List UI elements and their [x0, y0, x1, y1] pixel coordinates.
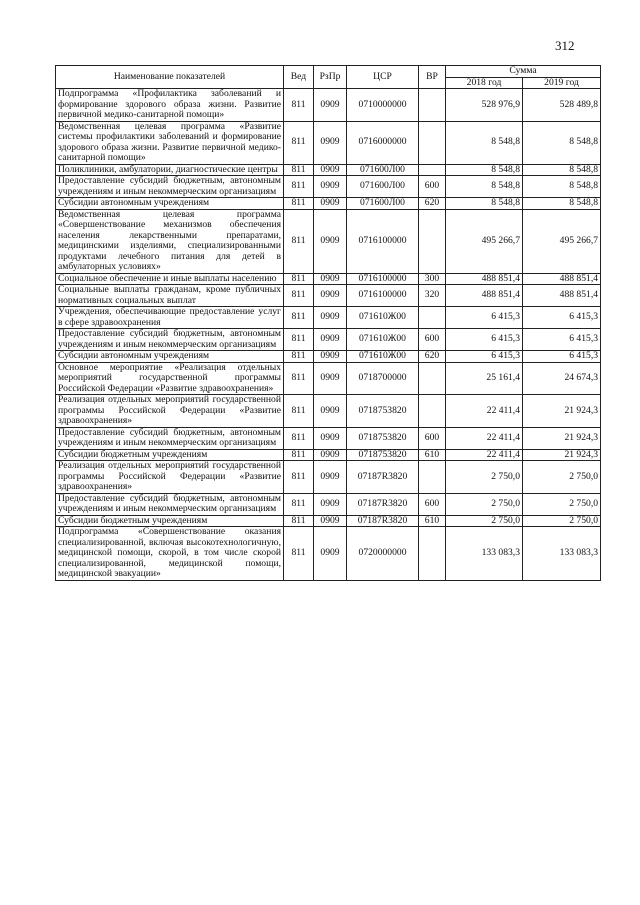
row-ved: 811 — [284, 164, 314, 176]
row-csr: 071610Ж00 — [347, 351, 419, 363]
table-row — [56, 427, 601, 449]
row-csr: 071600Л00 — [347, 164, 419, 176]
row-rzpr: 0909 — [314, 176, 347, 198]
row-rzpr: 0909 — [314, 395, 347, 428]
row-ved: 811 — [284, 273, 314, 285]
row-vr — [419, 395, 446, 428]
row-amount-2018: 22 411,4 — [446, 449, 523, 461]
table-row — [56, 461, 601, 494]
row-name: Основное мероприятие «Реализация отдельных мероприятий государственной программы Российской Федерации «Развитие здравоохранения» — [56, 362, 284, 395]
row-amount-2019: 6 415,3 — [523, 307, 601, 329]
row-name: Предоставление субсидий бюджетным, автономным учреждениям и иным некоммерческим организациям — [56, 176, 284, 198]
row-csr: 0716100000 — [347, 273, 419, 285]
row-csr: 0718753820 — [347, 449, 419, 461]
row-amount-2019: 2 750,0 — [523, 515, 601, 527]
row-vr — [419, 121, 446, 164]
row-name: Ведомственная целевая программа «Совершенствование механизмов обеспечения населения лекарственными препаратами, медицинскими изделиями, специализированными продуктами лечебного питания для детей в амбулаторных условиях» — [56, 209, 284, 273]
table-row — [56, 121, 601, 164]
row-rzpr: 0909 — [314, 515, 347, 527]
row-amount-2018: 25 161,4 — [446, 362, 523, 395]
row-rzpr: 0909 — [314, 493, 347, 515]
row-csr: 07187R3820 — [347, 461, 419, 494]
header-row — [56, 66, 601, 78]
row-csr: 071600Л00 — [347, 198, 419, 210]
row-amount-2019: 2 750,0 — [523, 493, 601, 515]
row-name: Ведомственная целевая программа «Развитие системы профилактики заболеваний и формирование здорового образа жизни. Развитие первичной медико-санитарной помощи» — [56, 121, 284, 164]
table-row — [56, 395, 601, 428]
row-name: Субсидии автономным учреждениям — [56, 198, 284, 210]
row-vr — [419, 164, 446, 176]
row-rzpr: 0909 — [314, 329, 347, 351]
row-ved: 811 — [284, 449, 314, 461]
row-vr: 600 — [419, 493, 446, 515]
row-name: Реализация отдельных мероприятий государственной программы Российской Федерации «Развитие здравоохранения» — [56, 395, 284, 428]
row-vr — [419, 209, 446, 273]
row-amount-2018: 6 415,3 — [446, 307, 523, 329]
header-year-2018: 2018 год — [446, 77, 523, 89]
header-rzpr: РзПр — [314, 66, 347, 89]
row-vr — [419, 527, 446, 581]
row-amount-2019: 495 266,7 — [523, 209, 601, 273]
row-csr: 0718753820 — [347, 395, 419, 428]
row-amount-2019: 488 851,4 — [523, 273, 601, 285]
row-name: Подпрограмма «Профилактика заболеваний и формирование здорового образа жизни. Развитие первичной медико-санитарной помощи» — [56, 89, 284, 122]
row-amount-2018: 2 750,0 — [446, 461, 523, 494]
row-amount-2019: 8 548,8 — [523, 164, 601, 176]
table-row — [56, 209, 601, 273]
row-amount-2019: 133 083,3 — [523, 527, 601, 581]
row-ved: 811 — [284, 527, 314, 581]
row-csr: 0710000000 — [347, 89, 419, 122]
row-amount-2019: 8 548,8 — [523, 121, 601, 164]
row-amount-2018: 2 750,0 — [446, 493, 523, 515]
header-year-2019: 2019 год — [523, 77, 601, 89]
page-number: 312 — [555, 38, 575, 53]
row-csr: 071610Ж00 — [347, 329, 419, 351]
row-name: Субсидии автономным учреждениям — [56, 351, 284, 363]
table-row — [56, 527, 601, 581]
table-row — [56, 351, 601, 363]
row-csr: 0720000000 — [347, 527, 419, 581]
row-ved: 811 — [284, 362, 314, 395]
row-vr: 620 — [419, 351, 446, 363]
row-rzpr: 0909 — [314, 209, 347, 273]
row-vr: 620 — [419, 198, 446, 210]
row-amount-2018: 528 976,9 — [446, 89, 523, 122]
row-ved: 811 — [284, 515, 314, 527]
row-vr: 320 — [419, 285, 446, 307]
row-vr — [419, 89, 446, 122]
row-ved: 811 — [284, 329, 314, 351]
table-row — [56, 449, 601, 461]
row-amount-2018: 6 415,3 — [446, 329, 523, 351]
header-sum: Сумма — [446, 66, 601, 78]
row-amount-2018: 8 548,8 — [446, 176, 523, 198]
row-vr — [419, 307, 446, 329]
header-vr: ВР — [419, 66, 446, 89]
row-amount-2019: 24 674,3 — [523, 362, 601, 395]
row-ved: 811 — [284, 198, 314, 210]
row-csr: 071600Л00 — [347, 176, 419, 198]
row-ved: 811 — [284, 285, 314, 307]
row-name: Подпрограмма «Совершенствование оказания специализированной, включая высокотехнологичную, медицинской помощи, скорой, в том числе скорой специализированной, медицинской помощи, медицинской эвакуации» — [56, 527, 284, 581]
row-name: Социальные выплаты гражданам, кроме публичных нормативных социальных выплат — [56, 285, 284, 307]
row-ved: 811 — [284, 395, 314, 428]
budget-table — [55, 65, 601, 581]
row-ved: 811 — [284, 121, 314, 164]
row-csr: 0716100000 — [347, 285, 419, 307]
row-amount-2018: 133 083,3 — [446, 527, 523, 581]
row-rzpr: 0909 — [314, 89, 347, 122]
row-amount-2018: 495 266,7 — [446, 209, 523, 273]
row-amount-2018: 6 415,3 — [446, 351, 523, 363]
row-amount-2018: 8 548,8 — [446, 164, 523, 176]
row-amount-2019: 21 924,3 — [523, 449, 601, 461]
row-ved: 811 — [284, 176, 314, 198]
row-name: Поликлиники, амбулатории, диагностические центры — [56, 164, 284, 176]
row-rzpr: 0909 — [314, 527, 347, 581]
table-row — [56, 198, 601, 210]
row-amount-2019: 21 924,3 — [523, 395, 601, 428]
row-rzpr: 0909 — [314, 285, 347, 307]
table-row — [56, 164, 601, 176]
row-csr: 071610Ж00 — [347, 307, 419, 329]
row-amount-2018: 2 750,0 — [446, 515, 523, 527]
row-amount-2018: 8 548,8 — [446, 198, 523, 210]
row-rzpr: 0909 — [314, 164, 347, 176]
table-row — [56, 515, 601, 527]
row-rzpr: 0909 — [314, 362, 347, 395]
row-csr: 0716000000 — [347, 121, 419, 164]
row-ved: 811 — [284, 427, 314, 449]
table-row — [56, 285, 601, 307]
row-amount-2019: 8 548,8 — [523, 198, 601, 210]
table-row — [56, 89, 601, 122]
header-name: Наименование показателей — [56, 66, 284, 89]
row-rzpr: 0909 — [314, 449, 347, 461]
row-name: Субсидии бюджетным учреждениям — [56, 449, 284, 461]
row-rzpr: 0909 — [314, 121, 347, 164]
row-name: Социальное обеспечение и иные выплаты населению — [56, 273, 284, 285]
row-amount-2018: 488 851,4 — [446, 273, 523, 285]
row-name: Предоставление субсидий бюджетным, автономным учреждениям и иным некоммерческим организациям — [56, 329, 284, 351]
row-csr: 07187R3820 — [347, 515, 419, 527]
row-name: Предоставление субсидий бюджетным, автономным учреждениям и иным некоммерческим организациям — [56, 493, 284, 515]
row-amount-2019: 528 489,8 — [523, 89, 601, 122]
row-ved: 811 — [284, 89, 314, 122]
row-amount-2018: 488 851,4 — [446, 285, 523, 307]
header-ved: Вед — [284, 66, 314, 89]
row-amount-2019: 488 851,4 — [523, 285, 601, 307]
row-amount-2018: 8 548,8 — [446, 121, 523, 164]
table-row — [56, 493, 601, 515]
row-amount-2018: 22 411,4 — [446, 427, 523, 449]
row-amount-2019: 21 924,3 — [523, 427, 601, 449]
table-body — [56, 89, 601, 581]
row-rzpr: 0909 — [314, 273, 347, 285]
row-amount-2018: 22 411,4 — [446, 395, 523, 428]
row-ved: 811 — [284, 307, 314, 329]
row-vr: 300 — [419, 273, 446, 285]
table-row — [56, 362, 601, 395]
row-vr: 600 — [419, 329, 446, 351]
row-name: Субсидии бюджетным учреждениям — [56, 515, 284, 527]
row-amount-2019: 2 750,0 — [523, 461, 601, 494]
row-vr: 600 — [419, 176, 446, 198]
table-row — [56, 307, 601, 329]
row-amount-2019: 6 415,3 — [523, 329, 601, 351]
row-vr: 610 — [419, 515, 446, 527]
row-ved: 811 — [284, 461, 314, 494]
table-row — [56, 176, 601, 198]
row-name: Предоставление субсидий бюджетным, автономным учреждениям и иным некоммерческим организациям — [56, 427, 284, 449]
row-vr: 600 — [419, 427, 446, 449]
row-csr: 0718753820 — [347, 427, 419, 449]
row-vr — [419, 461, 446, 494]
row-name: Реализация отдельных мероприятий государственной программы Российской Федерации «Развитие здравоохранения» — [56, 461, 284, 494]
row-csr: 0716100000 — [347, 209, 419, 273]
table-row — [56, 329, 601, 351]
row-amount-2019: 8 548,8 — [523, 176, 601, 198]
row-amount-2019: 6 415,3 — [523, 351, 601, 363]
row-rzpr: 0909 — [314, 351, 347, 363]
row-csr: 07187R3820 — [347, 493, 419, 515]
row-rzpr: 0909 — [314, 427, 347, 449]
header-csr: ЦСР — [347, 66, 419, 89]
row-vr — [419, 362, 446, 395]
row-rzpr: 0909 — [314, 198, 347, 210]
row-vr: 610 — [419, 449, 446, 461]
row-name: Учреждения, обеспечивающие предоставление услуг в сфере здравоохранения — [56, 307, 284, 329]
row-rzpr: 0909 — [314, 307, 347, 329]
table-row — [56, 273, 601, 285]
row-csr: 0718700000 — [347, 362, 419, 395]
row-ved: 811 — [284, 209, 314, 273]
row-ved: 811 — [284, 351, 314, 363]
row-ved: 811 — [284, 493, 314, 515]
row-rzpr: 0909 — [314, 461, 347, 494]
